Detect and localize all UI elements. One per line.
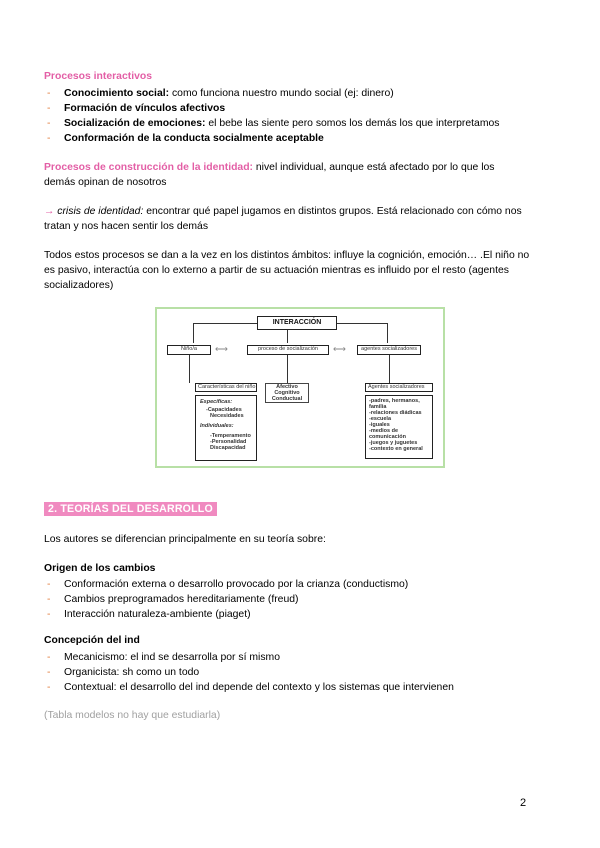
connector-line [189,355,190,383]
list-item [47,650,454,665]
list-item-text: Cambios preprogramados hereditariamente (freud) [64,594,299,605]
dash-bullet-icon: - [47,667,51,678]
process-line: Cognitivo [274,390,300,396]
connector-line [193,323,194,343]
agent-item: -juegos y juguetes [369,440,418,446]
list-item [47,116,499,131]
crisis-paragraph [44,204,564,234]
connector-line [337,323,387,324]
crisis-text-2: tratan y nos hacen sentir los demás [44,221,209,232]
dash-bullet-icon: - [47,594,51,605]
list-item-text: como funciona nuestro mundo social (ej: dinero) [169,88,394,99]
process-types-box [265,383,309,403]
summary-line-2: es pasivo, interactúa con lo externo a partir de su actuación mientras es influido por el resto (agentes [44,265,509,276]
table-note: (Tabla modelos no hay que estudiarla) [44,710,221,721]
list-item-bold: Conocimiento social: [64,88,170,99]
agents-detail-box [365,395,433,459]
agent-item: -contexto en general [369,446,423,452]
dash-bullet-icon: - [47,682,51,693]
list-item-text: Interacción naturaleza-ambiente (piaget) [64,609,251,620]
connector-line [387,323,388,343]
dash-bullet-icon: - [47,609,51,620]
identity-text-2: demás opinan de nosotros [44,177,167,188]
list-item-text: Mecanicismo: el ind se desarrolla por sí mismo [64,652,280,663]
individual-label: Individuales: [200,423,234,429]
theories-intro: Los autores se diferencian principalmente en su teoría sobre: [44,534,326,545]
characteristics-header: Características del niño [195,383,257,392]
list-item-bold: Conformación de la conducta socialmente aceptable [64,133,324,144]
identity-text-1: nivel individual, aunque está afectado por lo que los [253,162,495,173]
list-item [47,577,408,592]
dash-bullet-icon: - [47,103,51,114]
origin-list [47,577,408,622]
list-item-text: Contextual: el desarrollo del ind depende del contexto y los sistemas que intervienen [64,682,454,693]
dash-bullet-icon: - [47,652,51,663]
list-item-text: Organicista: sh como un todo [64,667,200,678]
dash-bullet-icon: - [47,133,51,144]
arrow-right-icon: → [44,206,55,217]
double-arrow-icon: ⟷ [215,344,228,354]
connector-line [389,355,390,383]
list-item [47,680,454,695]
agent-item: -relaciones diádicas [369,410,422,416]
crisis-label: crisis de identidad: [57,206,144,217]
summary-paragraph [44,248,564,293]
summary-line-1: Todos estos procesos se dan a la vez en los distintos ámbitos: influye la cognición, emoción… .El niño no [44,250,530,261]
identity-label: Procesos de construcción de la identidad: [44,162,254,173]
list-item-text: el bebe las siente pero somos los demás los que interpretamos [205,118,500,129]
child-box: Niño/a [167,345,211,355]
double-arrow-icon: ⟷ [333,344,346,354]
connector-line [287,355,288,383]
origin-heading: Origen de los cambios [44,563,156,574]
process-line: Afectivo [276,384,298,390]
list-item-bold: Socialización de emociones: [64,118,206,129]
dash-bullet-icon: - [47,579,51,590]
agent-item: -escuela [369,416,392,422]
list-item [47,101,499,116]
interactive-processes-list [47,86,499,146]
section-heading-development-theories: 2. TEORÍAS DEL DESARROLLO [44,502,217,516]
crisis-text-1: encontrar qué papel jugamos en distintos grupos. Está relacionado con cómo nos [143,206,522,217]
individual-item: -Temperamento [210,433,251,439]
specific-item: Necesidades [210,413,244,419]
dash-bullet-icon: - [47,118,51,129]
dash-bullet-icon: - [47,88,51,99]
connector-line [193,323,257,324]
list-item [47,86,499,101]
section-heading-interactive-processes: Procesos interactivos [44,71,152,82]
agent-item: -iguales [369,422,390,428]
individual-item: Discapacidad [210,445,246,451]
specific-item: -Capacidades [206,407,242,413]
characteristics-detail-box [195,395,257,461]
list-item [47,131,499,146]
socialization-process-box: proceso de socialización [247,345,329,355]
agents-header: Agentes socializadores [365,383,433,392]
conception-heading: Concepción del ind [44,635,140,646]
list-item-text: Conformación externa o desarrollo provocado por la crianza (conductismo) [64,579,409,590]
list-item-bold: Formación de vínculos afectivos [64,103,226,114]
process-line: Conductual [271,396,303,402]
identity-paragraph [44,160,564,190]
diagram-title-box: INTERACCIÓN [257,316,337,330]
summary-line-3: socializadores) [44,280,114,291]
list-item [47,665,454,680]
page-number: 2 [520,797,527,809]
list-item [47,592,408,607]
specific-label: Específicas: [200,399,233,405]
agent-item: -padres, hermanos, familia [369,398,420,410]
list-item [47,607,408,622]
connector-line [287,330,288,343]
conception-list [47,650,454,695]
agents-box: agentes socializadores [357,345,421,355]
individual-item: -Personalidad [210,439,247,445]
interaction-diagram [155,307,445,468]
agent-item: -medios de comunicación [369,428,406,440]
